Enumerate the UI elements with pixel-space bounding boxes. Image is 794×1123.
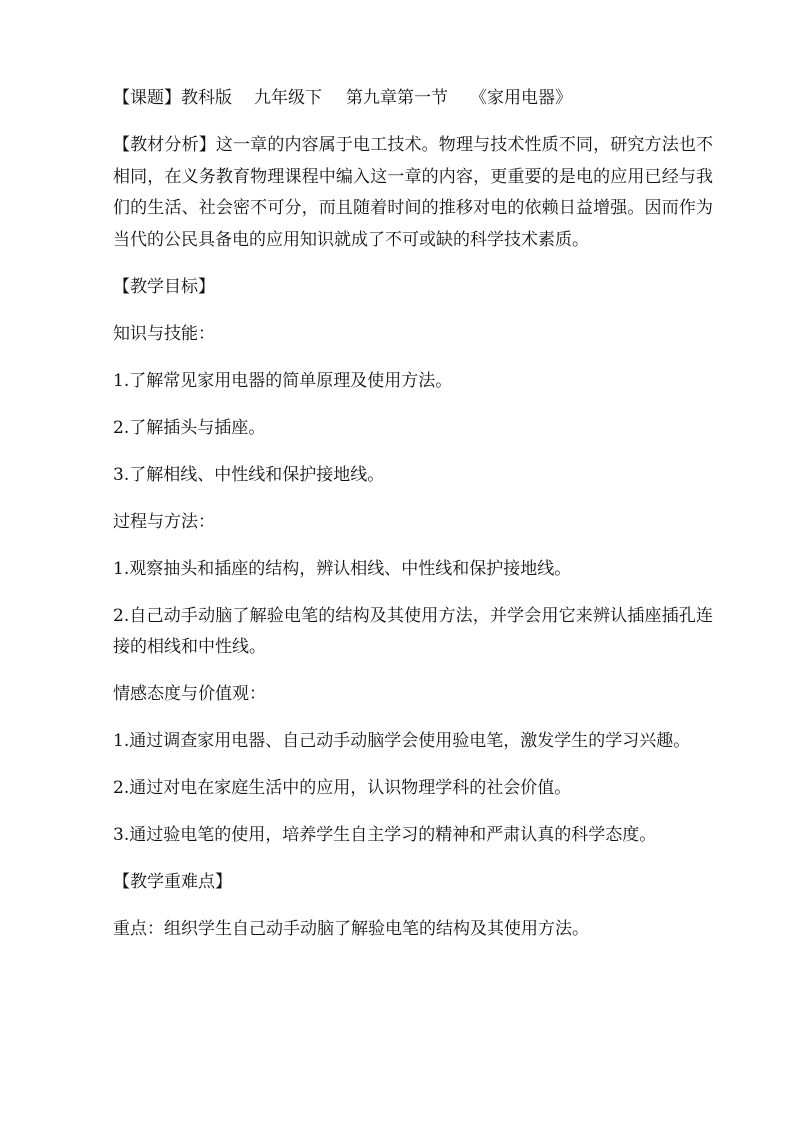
process-item: 2.自己动手动脑了解验电笔的结构及其使用方法，并学会用它来辨认插座插孔连接的相线和中性线。 (113, 605, 713, 657)
lesson-title-line (113, 83, 713, 115)
emotion-values-heading: 情感态度与价值观： (113, 684, 266, 704)
knowledge-skills-heading: 知识与技能： (113, 323, 215, 344)
key-difficult-points-heading: 【教学重难点】 (113, 872, 232, 892)
lesson-title-grade: 九年级下 (254, 88, 322, 108)
lesson-title-section: 第九章第一节 (346, 88, 448, 108)
lesson-title-edition: 教科版 (181, 88, 232, 108)
lesson-title-tag: 【课题】 (113, 88, 181, 108)
knowledge-item: 3.了解相线、中性线和保护接地线。 (113, 464, 385, 485)
knowledge-item: 2.了解插头与插座。 (113, 417, 266, 438)
emotion-item: 2.通过对电在家庭生活中的应用，认识物理学科的社会价值。 (113, 778, 572, 798)
key-point-text: 重点：组织学生自己动手动脑了解验电笔的结构及其使用方法。 (113, 919, 589, 939)
textbook-analysis-paragraph: 【教材分析】这一章的内容属于电工技术。物理与技术性质不同，研究方法也不相同，在义务教育物理课程中编入这一章的内容，更重要的是电的应用已经与我们的生活、社会密不可分，而且随着时间的推移对电的依赖日益增强。因而作为当代的公民具备电的应用知识就成了不可或缺的科学技术素质。 (113, 135, 713, 250)
document-body (113, 83, 713, 961)
teaching-goals-heading: 【教学目标】 (113, 276, 215, 297)
emotion-item: 1.通过调查家用电器、自己动手动脑学会使用验电笔，激发学生的学习兴趣。 (113, 731, 691, 751)
knowledge-item: 1.了解常见家用电器的简单原理及使用方法。 (113, 370, 453, 391)
emotion-item: 3.通过验电笔的使用，培养学生自主学习的精神和严肃认真的科学态度。 (113, 825, 657, 845)
process-methods-heading: 过程与方法： (113, 511, 215, 532)
process-item: 1.观察抽头和插座的结构，辨认相线、中性线和保护接地线。 (113, 558, 572, 579)
lesson-title-name: 《家用电器》 (470, 88, 572, 108)
